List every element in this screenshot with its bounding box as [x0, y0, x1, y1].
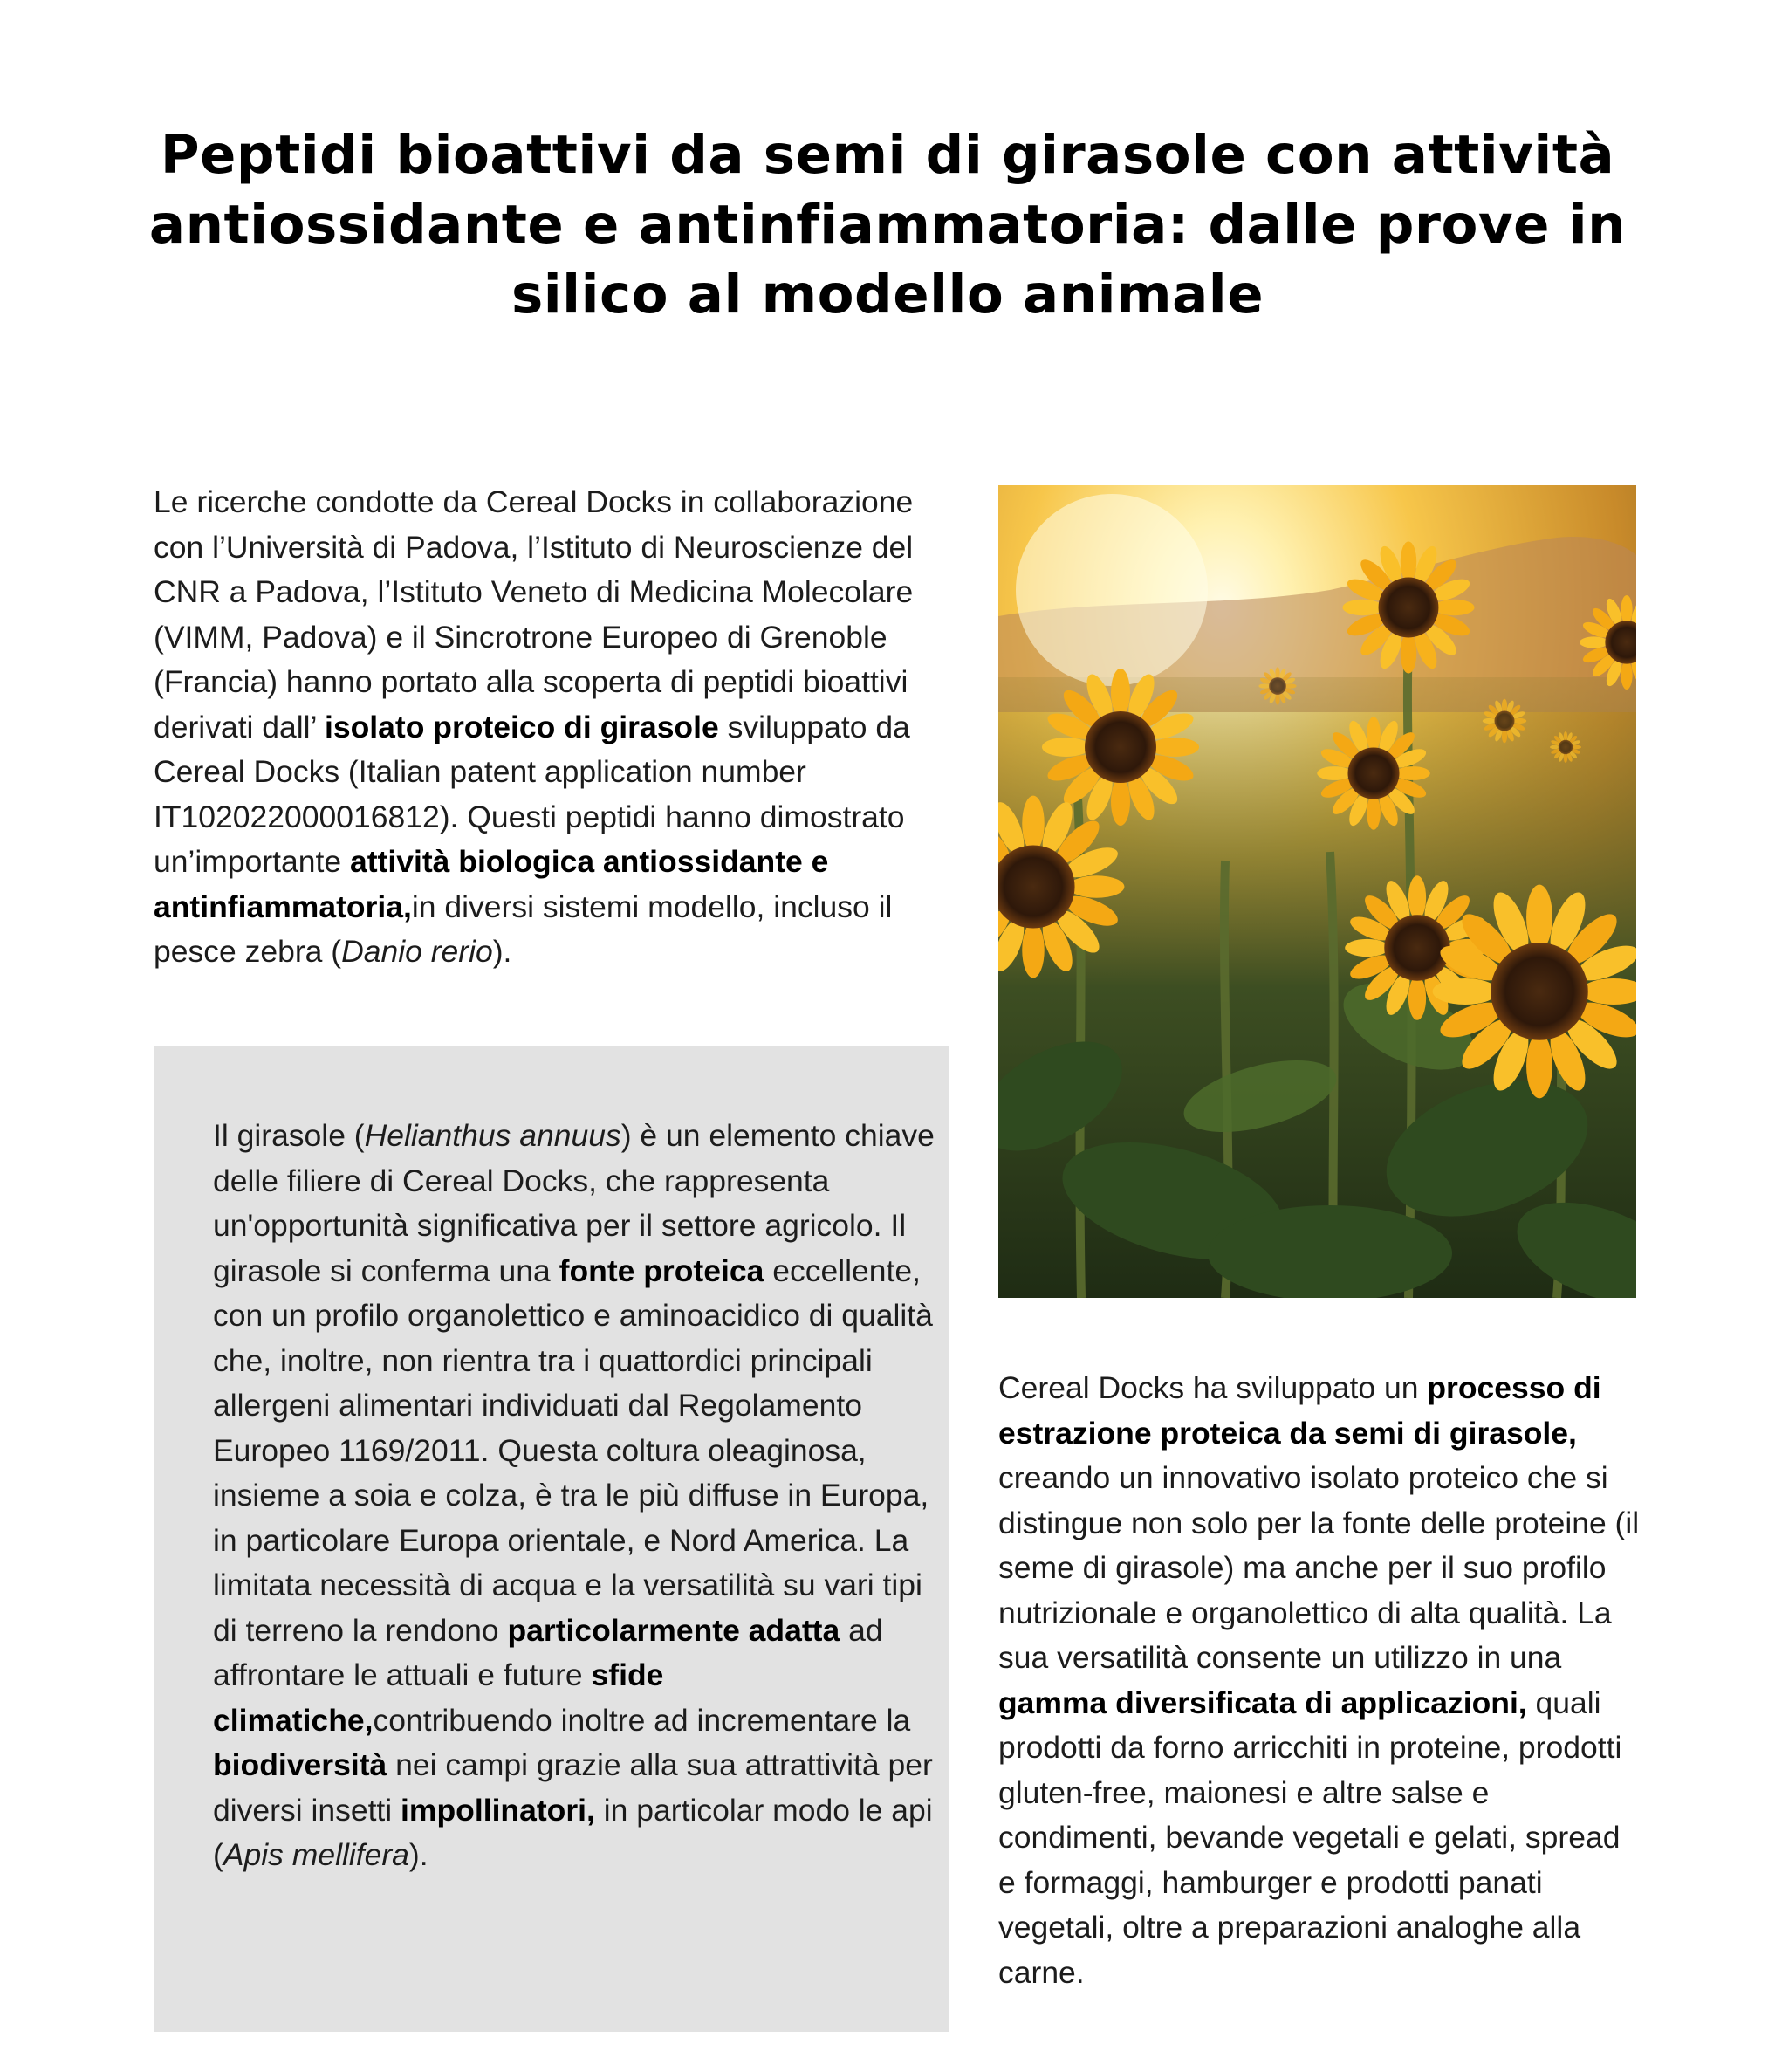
box-text: in particolar modo le api ( [213, 1792, 933, 1872]
box-bold: fonte proteica [559, 1252, 764, 1288]
box-text: eccellente, con un profilo organolettico e aminoacidico di qualità che, inoltre, non rientra tra i quattordici principali allergeni alimentari individuati dal Regolamento Europeo 1169/2011. Questa coltura oleaginosa, insieme a soia e colza, è tra le più diffuse in Europa, in particolare Europa orientale, e Nord America. La limitata necessità di acqua e la versatilità su vari tipi di terreno la rendono [213, 1252, 933, 1648]
right-bold: gamma diversificata di applicazioni, [998, 1684, 1527, 1720]
box-italic: Apis mellifera [223, 1837, 409, 1872]
box-text: Il girasole ( [213, 1118, 365, 1153]
intro-paragraph [154, 480, 956, 975]
page-title: Peptidi bioattivi da semi di girasole con attività antiossidante e antinfiammatoria: dalle prove in silico al modello animale [148, 124, 1627, 326]
intro-bold: attività biologica antiossidante e antinfiammatoria, [154, 844, 829, 924]
box-bold: particolarmente adatta [507, 1612, 840, 1648]
intro-text: in diversi sistemi modello, incluso il pesce zebra ( [154, 888, 893, 969]
right-paragraph [998, 1366, 1644, 1995]
box-text: ) è un elemento chiave delle filiere di Cereal Docks, che rappresenta un'opportunità significativa per il settore agricolo. Il girasole si conferma una [213, 1118, 935, 1288]
box-text: contribuendo inoltre ad incrementare la [373, 1702, 911, 1738]
box-bold: impollinatori, [401, 1792, 595, 1828]
box-bold: biodiversità [213, 1747, 387, 1782]
box-italic: Helianthus annuus [364, 1118, 621, 1153]
sunflower-photo [998, 485, 1636, 1298]
intro-text: sviluppato da Cereal Docks (Italian patent application number IT102022000016812). Questi peptidi hanno dimostrato un’importante [154, 709, 910, 879]
box-text: nei campi grazie alla sua attrattività per diversi insetti [213, 1747, 933, 1828]
intro-italic: Danio rerio [341, 934, 493, 969]
box-text: ad affrontare le attuali e future [213, 1612, 883, 1692]
box-bold: sfide climatiche, [213, 1657, 664, 1738]
box-text: ). [408, 1837, 428, 1872]
info-box-paragraph [213, 1114, 937, 1878]
intro-text: ). [492, 934, 512, 969]
right-text: quali prodotti da forno arricchiti in proteine, prodotti gluten-free, maionesi e altre salse e condimenti, bevande vegetali e gelati, spread e formaggi, hamburger e prodotti panati vegetali, oltre a preparazioni analoghe alla carne. [998, 1684, 1622, 1990]
intro-text: Le ricerche condotte da Cereal Docks in collaborazione con l’Università di Padova, l’Istituto di Neuroscienze del CNR a Padova, l’Istituto Veneto di Medicina Molecolare (VIMM, Padova) e il Sincrotrone Europeo di Grenoble (Francia) hanno portato alla scoperta di peptidi bioattivi derivati dall’ [154, 484, 914, 744]
sunflower-field-illustration [998, 485, 1636, 1298]
intro-bold: isolato proteico di girasole [325, 709, 719, 744]
right-bold: processo di estrazione proteica da semi di girasole, [998, 1370, 1601, 1451]
right-text: creando un innovativo isolato proteico che si distingue non solo per la fonte delle proteine (il seme di girasole) ma anche per il suo profilo nutrizionale e organolettico di alta qualità. La sua versatilità consente un utilizzo in una [998, 1460, 1640, 1675]
right-text: Cereal Docks ha sviluppato un [998, 1370, 1428, 1405]
